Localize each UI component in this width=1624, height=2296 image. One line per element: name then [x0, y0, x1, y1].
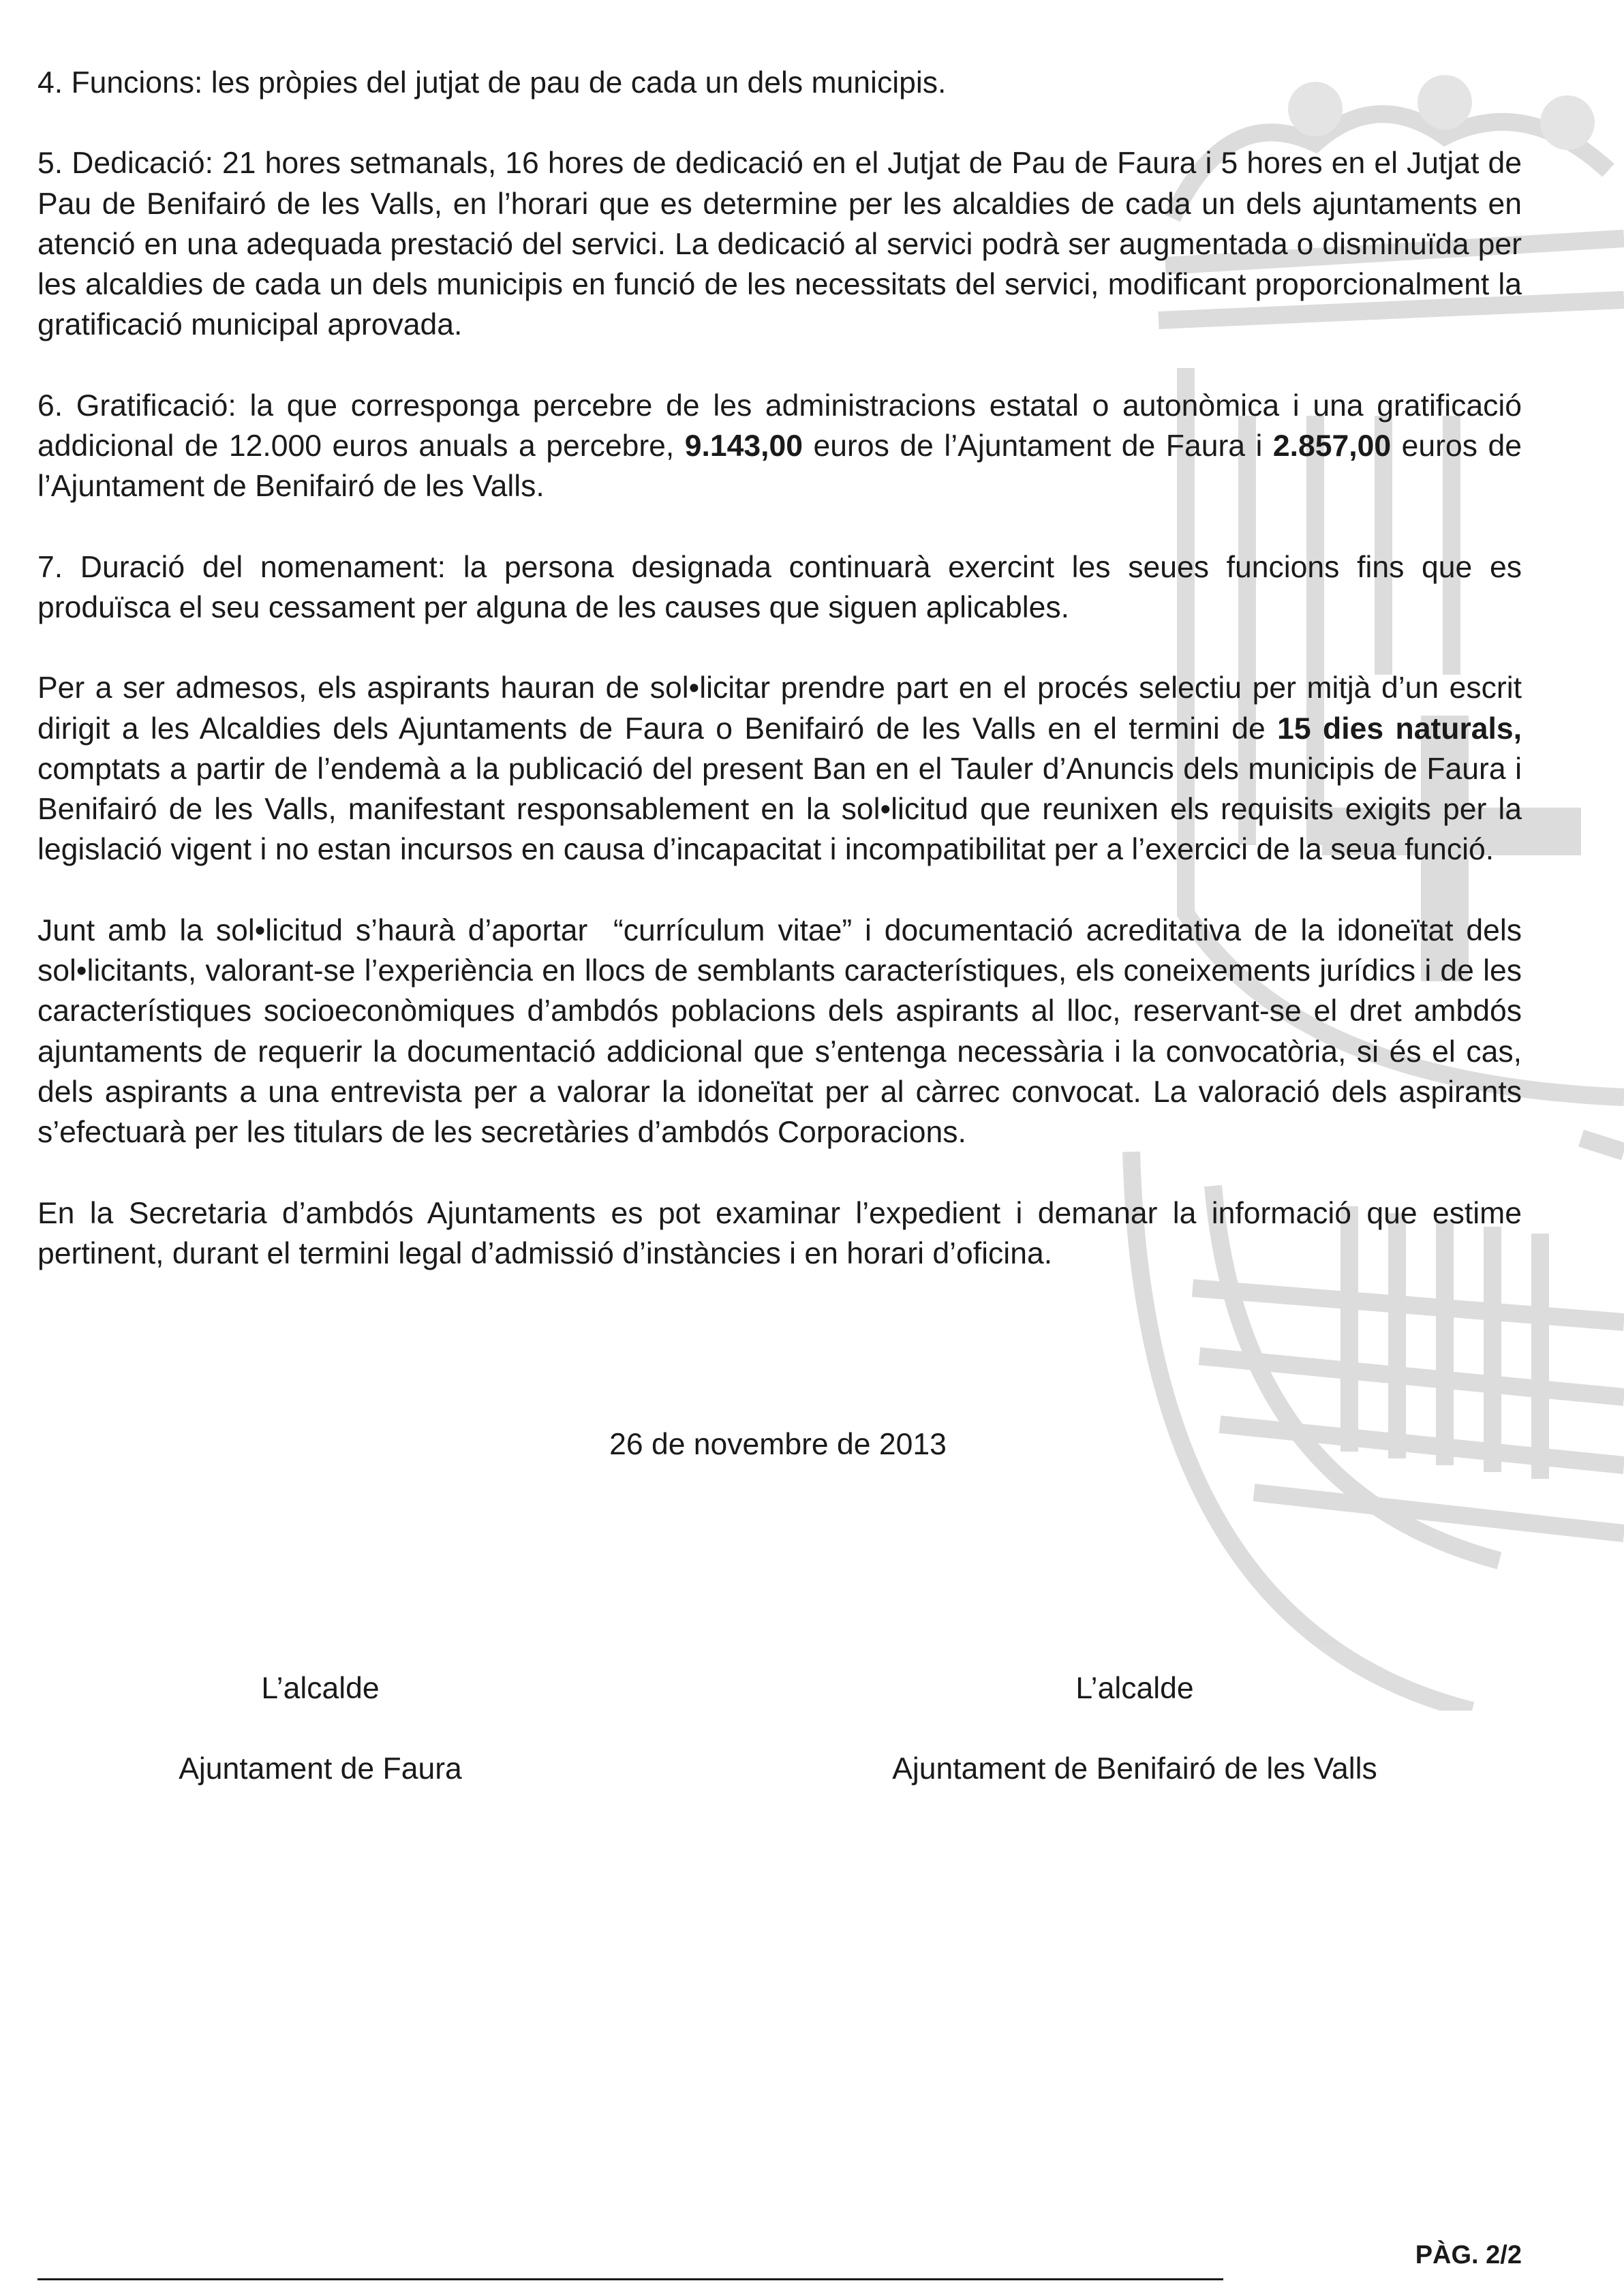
- footer-divider: [37, 2278, 1223, 2280]
- paragraph-curriculum: Junt amb la sol•licitud s’haurà d’aportar “currículum vitae” i documentació acreditativa de la idoneïtat dels sol•licitants, valorant-se l’experiència en llocs de semblants característiques, els coneixements jurídics i de les característiques socioeconòmiques d’ambdós poblacions dels aspirants al lloc, reservant-se el dret ambdós ajuntaments de requerir la documentació addicional que s’entenga necessària i la convocatòria, si és el cas, dels aspirants a una entrevista per a valorar la idoneïtat per al càrrec convocat. La valoració dels aspirants s’efectuarà per les titulars de les secretàries d’ambdós Corporacions.: [37, 913, 1522, 1150]
- paragraph-secretariat: En la Secretaria d’ambdós Ajuntaments es pot examinar l’expedient i demanar la informació que estime pertinent, durant el termini legal d’admissió d’instàncies i en horari d’oficina.: [37, 1196, 1522, 1270]
- signature-role: L’alcalde: [261, 1672, 380, 1705]
- signature-role: L’alcalde: [1075, 1672, 1194, 1705]
- page-number: PÀG. 2/2: [1415, 2241, 1522, 2269]
- document-body: [37, 63, 1522, 1314]
- paragraph-admission: Per a ser admesos, els aspirants hauran de sol•licitar prendre part en el procés selectiu per mitjà d’un escrit dirigit a les Alcaldies dels Ajuntaments de Faura o Benifairó de les Valls en el termini de 15 dies naturals, comptats a partir de l’endemà a la publicació del present Ban en el Tauler d’Anuncis dels municipis de Faura i Benifairó de les Valls, manifestant responsablement en la sol•licitud que reunixen els requisits exigits per la legislació vigent i no estan incursos en causa d’incapacitat i incompatibilitat per a l’exercici de la seua funció.: [37, 671, 1522, 867]
- signature-organization: Ajuntament de Faura: [179, 1752, 462, 1786]
- paragraph-dedication: 5. Dedicació: 21 hores setmanals, 16 hores de dedicació en el Jutjat de Pau de Faura i 5 hores en el Jutjat de Pau de Benifairó de les Valls, en l’horari que es determine per les alcaldies de cada un dels ajuntaments en atenció en una adequada prestació del servici. La dedicació al servici podrà ser augmentada o disminuïda per les alcaldies de cada un dels municipis en funció de les necessitats del servici, modificant proporcionalment la gratificació municipal aprovada.: [37, 147, 1522, 342]
- paragraph-gratification: 6. Gratificació: la que corresponga percebre de les administracions estatal o autonòmica i una gratificació addicional de 12.000 euros anuals a percebre, 9.143,00 euros de l’Ajuntament de Faura i 2.857,00 euros de l’Ajuntament de Benifairó de les Valls.: [37, 388, 1522, 504]
- paragraph-functions: 4. Funcions: les pròpies del jutjat de pau de cada un dels municipis.: [37, 66, 947, 100]
- signature-organization: Ajuntament de Benifairó de les Valls: [892, 1752, 1377, 1786]
- paragraph-duration: 7. Duració del nomenament: la persona designada continuarà exercint les seues funcions fins que es produïsca el seu cessament per alguna de les causes que siguen aplicables.: [37, 550, 1522, 624]
- document-date: 26 de novembre de 2013: [609, 1428, 947, 1461]
